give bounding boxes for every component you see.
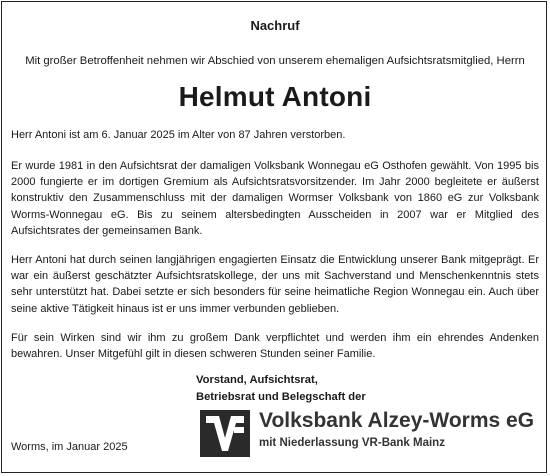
signers — [196, 372, 366, 405]
paragraph-thanks: Für sein Wirken sind wir ihm zu großem Dank verpflichtet und werden ihm ein ehrendes Andenken bewahren. Unser Mitgefühl gilt in diesen schweren Stunden seiner Familie. — [11, 332, 539, 361]
signers-line-2: Betriebsrat und Belegschaft der — [196, 390, 366, 403]
paragraph-death: Herr Antoni ist am 6. Januar 2025 im Alter von 87 Jahren verstorben. — [11, 129, 346, 141]
place-date: Worms, im Januar 2025 — [11, 441, 128, 453]
notice-intro: Mit großer Betroffenheit nehmen wir Abschied von unserem ehemaligen Aufsichtsratsmitglied, Herrn — [25, 55, 525, 67]
bank-branch: mit Niederlassung VR-Bank Mainz — [259, 437, 445, 449]
signers-line-1: Vorstand, Aufsichtsrat, — [196, 374, 318, 386]
notice-heading: Nachruf — [250, 18, 300, 33]
paragraph-tribute: Herr Antoni hat durch seinen langjährigen engagierten Einsatz die Entwicklung unserer Bank mitgeprägt. Er war ein äußerst geschätzter Aufsichtsratskollege, der uns mit Sachverstand und Menschenkenntnis stets sehr unterstützt hat. Dabei setzte er sich besonders für seine heimatliche Region Wonnegau ein. Auch über seine aktive Tätigkeit hinaus ist er uns immer verbunden geblieben. — [11, 254, 539, 315]
bank-name: Volksbank Alzey-Worms eG — [259, 409, 535, 432]
paragraph-career: Er wurde 1981 in den Aufsichtsrat der damaligen Volksbank Wonnegau eG Osthofen gewählt. Von 1995 bis 2000 fungierte er im dortigen Gremium als Aufsichtsratsvorsitzender. Im Jahr 2000 begleitete er äußerst konstruktiv den Zusammenschluss mit der damaligen Wormser Volksbank von 1860 eG zur Volksbank Worms-Wonnegau eG. Bis zu seinem altersbedingten Ausscheiden in 2007 war er Mitglied des Aufsichtsrates der gemeinsamen Bank. — [11, 160, 539, 237]
volksbank-logo-icon — [200, 410, 250, 457]
deceased-name: Helmut Antoni — [178, 81, 372, 112]
